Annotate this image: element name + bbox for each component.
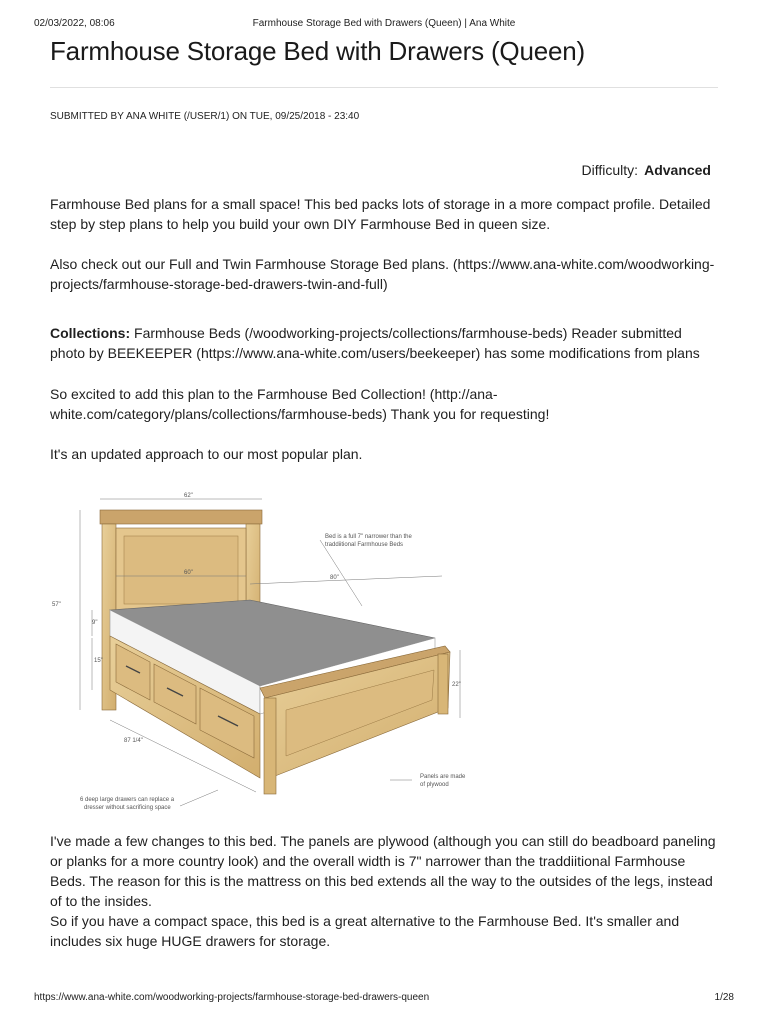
- print-url: https://www.ana-white.com/woodworking-projects/farmhouse-storage-bed-drawers-queen: [34, 992, 430, 1003]
- print-doc-title: Farmhouse Storage Bed with Drawers (Queen) | Ana White: [252, 18, 516, 29]
- also-paragraph: Also check out our Full and Twin Farmhouse Storage Bed plans. (https://www.ana-white.com/woodworking-projects/farmhouse-storage-bed-drawers-twin-and-full): [50, 256, 715, 292]
- print-header: [34, 18, 734, 32]
- difficulty-value: Advanced: [644, 162, 711, 178]
- print-date: 02/03/2022, 08:06: [34, 18, 115, 29]
- intro-paragraph: Farmhouse Bed plans for a small space! This bed packs lots of storage in a more compact profile. Detailed step by step plans to help you build your own DIY Farmhouse Bed in queen size.: [50, 196, 711, 232]
- submitted-by: SUBMITTED BY ANA WHITE (/USER/1) ON TUE, 09/25/2018 - 23:40: [50, 111, 360, 122]
- updated-paragraph: It's an updated approach to our most popular plan.: [50, 446, 363, 462]
- dim-15: 15": [94, 658, 103, 664]
- changes-paragraph: I've made a few changes to this bed. The panels are plywood (although you can still do beadboard paneling or planks for a more country look) and the overall width is 7" narrower than the traddiitional Farmhouse Beds. The reason for this is the mattress on this bed extends all the way to the outsides of the legs, instead of to the insides.: [50, 833, 716, 909]
- title-divider: [50, 87, 718, 88]
- compact-paragraph: So if you have a compact space, this bed is a great alternative to the Farmhouse Bed. It's smaller and includes six huge HUGE drawers for storage.: [50, 913, 680, 949]
- excited-paragraph: So excited to add this plan to the Farmhouse Bed Collection! (http://ana-white.com/category/plans/collections/farmhouse-beds) Thank you for requesting!: [50, 386, 550, 422]
- note-panels-2: of plywood: [420, 782, 449, 788]
- dim-inner-width: 60": [184, 570, 193, 576]
- note-narrower-2: traddiitional Farmhouse Beds: [325, 542, 404, 548]
- dim-length: 80": [330, 575, 339, 581]
- dim-overall-length: 87 1/4": [124, 738, 143, 744]
- note-narrower-1: Bed is a full 7" narrower than the: [325, 534, 412, 540]
- collections-label: Collections:: [50, 325, 131, 341]
- dim-9: 9": [92, 620, 98, 626]
- note-drawers-2: dresser without sacrificing space: [84, 805, 171, 811]
- page-title: Farmhouse Storage Bed with Drawers (Queen): [50, 36, 585, 66]
- bed-diagram: [50, 488, 495, 818]
- difficulty-label: Difficulty:: [581, 162, 639, 178]
- collections-text: Farmhouse Beds (/woodworking-projects/collections/farmhouse-beds) Reader submitted photo by BEEKEEPER (https://www.ana-white.com/users/beekeeper) has some modifications from plans: [50, 325, 700, 361]
- dim-top-width: 62": [184, 493, 193, 499]
- dim-height: 57": [52, 602, 61, 608]
- note-drawers-1: 6 deep large drawers can replace a: [80, 797, 175, 803]
- dim-footboard: 22": [452, 682, 461, 688]
- note-panels-1: Panels are made: [420, 774, 466, 780]
- collections-paragraph: [50, 323, 720, 363]
- difficulty: [582, 162, 711, 178]
- print-page-number: 1/28: [714, 992, 734, 1003]
